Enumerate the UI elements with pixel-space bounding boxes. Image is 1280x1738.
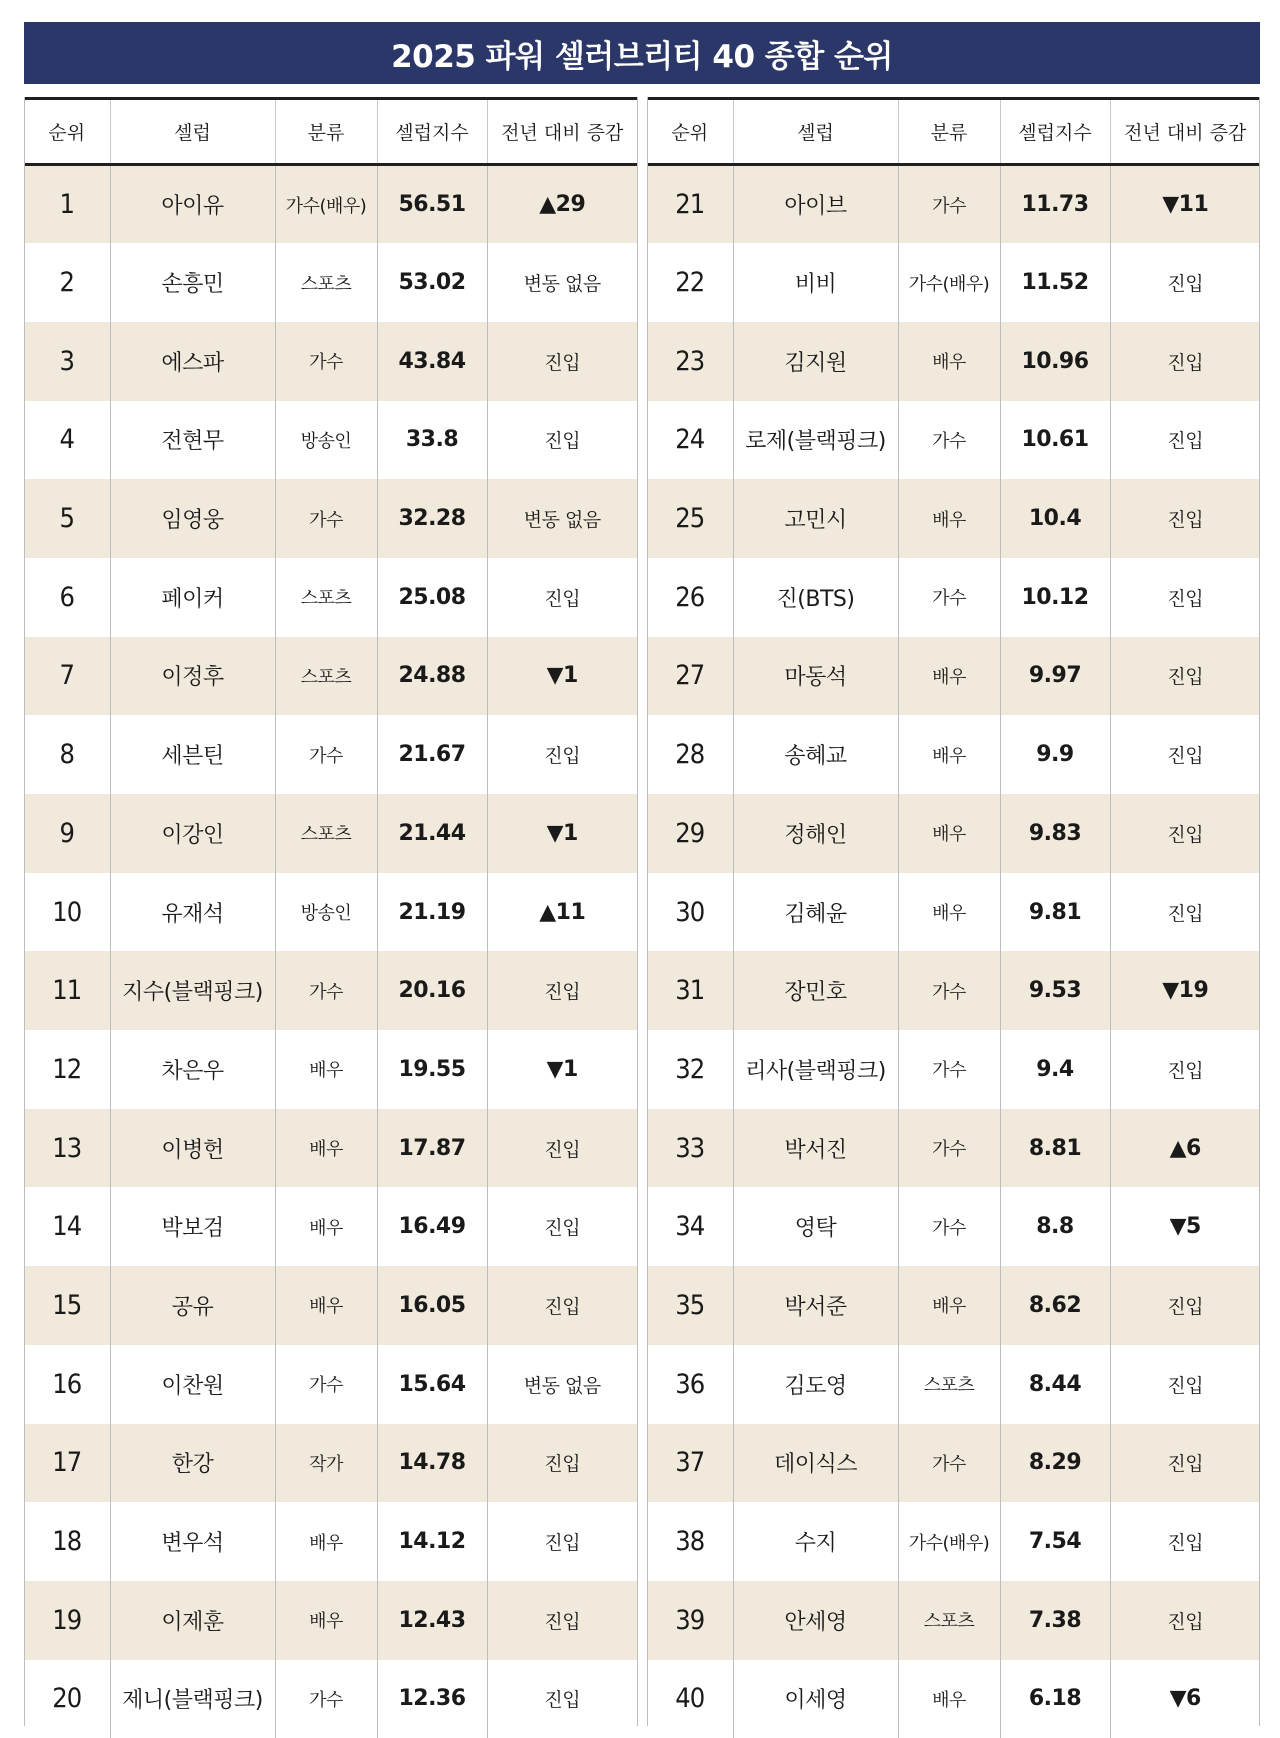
cell-rank: 31 (675, 975, 705, 1007)
cell-category: 배우 (898, 479, 1000, 558)
cell-rank: 27 (675, 660, 705, 692)
cell-rank: 20 (52, 1683, 82, 1715)
cell-category: 가수(배우) (898, 243, 1000, 322)
table-row (24, 1030, 637, 1109)
table-border (647, 97, 648, 1726)
table-row (24, 558, 637, 637)
header-category: 분류 (275, 99, 377, 165)
header-celeb: 셀럽 (733, 99, 898, 165)
cell-category: 배우 (898, 715, 1000, 794)
cell-rank: 19 (52, 1604, 82, 1636)
cell-score: 15.64 (377, 1345, 487, 1424)
cell-category: 배우 (898, 873, 1000, 952)
cell-celeb: 페이커 (110, 558, 275, 637)
cell-score: 8.29 (1000, 1424, 1110, 1503)
cell-category: 배우 (275, 1030, 377, 1109)
cell-category: 가수 (898, 1030, 1000, 1109)
cell-score: 14.78 (377, 1424, 487, 1503)
cell-change: 진입 (487, 715, 637, 794)
cell-score: 21.44 (377, 794, 487, 873)
table-row (24, 794, 637, 873)
cell-celeb: 마동석 (733, 637, 898, 716)
cell-change: 진입 (487, 1581, 637, 1660)
ranking-table-left (24, 97, 637, 1738)
cell-change: 변동 없음 (487, 479, 637, 558)
cell-change: 진입 (487, 1187, 637, 1266)
cell-score: 16.49 (377, 1187, 487, 1266)
cell-category: 가수 (275, 951, 377, 1030)
cell-score: 9.53 (1000, 951, 1110, 1030)
cell-change: ▼1 (487, 1030, 637, 1109)
table-row (647, 479, 1260, 558)
cell-celeb: 데이식스 (733, 1424, 898, 1503)
cell-score: 56.51 (377, 165, 487, 244)
cell-score: 20.16 (377, 951, 487, 1030)
page-title: 2025 파워 셀러브리티 40 종합 순위 (24, 22, 1260, 84)
cell-score: 7.54 (1000, 1502, 1110, 1581)
cell-celeb: 공유 (110, 1266, 275, 1345)
cell-score: 6.18 (1000, 1660, 1110, 1738)
cell-score: 9.4 (1000, 1030, 1110, 1109)
cell-celeb: 로제(블랙핑크) (733, 401, 898, 480)
cell-celeb: 변우석 (110, 1502, 275, 1581)
table-row (647, 243, 1260, 322)
table-row (647, 1109, 1260, 1188)
table-row (24, 401, 637, 480)
cell-score: 8.81 (1000, 1109, 1110, 1188)
cell-score: 32.28 (377, 479, 487, 558)
cell-score: 16.05 (377, 1266, 487, 1345)
table-row (647, 558, 1260, 637)
cell-change: 진입 (1110, 1030, 1260, 1109)
cell-category: 배우 (275, 1266, 377, 1345)
cell-rank: 18 (52, 1526, 82, 1558)
cell-rank: 8 (59, 739, 74, 771)
cell-score: 10.61 (1000, 401, 1110, 480)
cell-score: 7.38 (1000, 1581, 1110, 1660)
cell-rank: 7 (59, 660, 74, 692)
cell-rank: 32 (675, 1053, 705, 1085)
table-row (24, 951, 637, 1030)
cell-change: ▼19 (1110, 951, 1260, 1030)
cell-rank: 36 (675, 1368, 705, 1400)
cell-rank: 34 (675, 1211, 705, 1243)
cell-celeb: 세븐틴 (110, 715, 275, 794)
cell-change: 진입 (1110, 479, 1260, 558)
cell-category: 스포츠 (275, 243, 377, 322)
table-row (24, 1502, 637, 1581)
cell-category: 스포츠 (275, 558, 377, 637)
table-header-row (647, 99, 1260, 165)
cell-score: 43.84 (377, 322, 487, 401)
cell-category: 스포츠 (275, 637, 377, 716)
cell-change: 진입 (1110, 637, 1260, 716)
cell-rank: 13 (52, 1132, 82, 1164)
cell-rank: 33 (675, 1132, 705, 1164)
cell-category: 배우 (275, 1187, 377, 1266)
cell-celeb: 정해인 (733, 794, 898, 873)
cell-celeb: 제니(블랙핑크) (110, 1660, 275, 1738)
header-score: 셀럽지수 (1000, 99, 1110, 165)
cell-change: 변동 없음 (487, 243, 637, 322)
cell-category: 방송인 (275, 873, 377, 952)
cell-rank: 37 (675, 1447, 705, 1479)
cell-score: 9.83 (1000, 794, 1110, 873)
cell-change: 진입 (487, 401, 637, 480)
cell-category: 배우 (898, 637, 1000, 716)
table-row (24, 322, 637, 401)
cell-change: 진입 (1110, 715, 1260, 794)
cell-category: 가수 (898, 558, 1000, 637)
cell-change: 진입 (1110, 243, 1260, 322)
cell-celeb: 차은우 (110, 1030, 275, 1109)
cell-score: 8.44 (1000, 1345, 1110, 1424)
cell-rank: 30 (675, 896, 705, 928)
cell-rank: 40 (675, 1683, 705, 1715)
table-row (647, 1266, 1260, 1345)
cell-category: 가수 (275, 715, 377, 794)
cell-score: 53.02 (377, 243, 487, 322)
cell-category: 배우 (898, 1660, 1000, 1738)
cell-score: 33.8 (377, 401, 487, 480)
cell-category: 작가 (275, 1424, 377, 1503)
cell-rank: 3 (59, 345, 74, 377)
cell-rank: 39 (675, 1604, 705, 1636)
cell-score: 8.8 (1000, 1187, 1110, 1266)
table-row (24, 1187, 637, 1266)
cell-score: 12.36 (377, 1660, 487, 1738)
cell-celeb: 고민시 (733, 479, 898, 558)
cell-category: 가수 (898, 401, 1000, 480)
cell-score: 10.4 (1000, 479, 1110, 558)
cell-change: 진입 (487, 558, 637, 637)
cell-celeb: 영탁 (733, 1187, 898, 1266)
cell-change: 진입 (1110, 1266, 1260, 1345)
cell-change: ▼5 (1110, 1187, 1260, 1266)
cell-celeb: 이세영 (733, 1660, 898, 1738)
header-category: 분류 (898, 99, 1000, 165)
table-row (647, 322, 1260, 401)
cell-celeb: 비비 (733, 243, 898, 322)
cell-category: 배우 (275, 1581, 377, 1660)
cell-rank: 9 (59, 817, 74, 849)
cell-score: 9.81 (1000, 873, 1110, 952)
cell-rank: 22 (675, 267, 705, 299)
cell-celeb: 리사(블랙핑크) (733, 1030, 898, 1109)
table-row (24, 479, 637, 558)
cell-category: 가수 (898, 165, 1000, 244)
cell-rank: 25 (675, 503, 705, 535)
cell-rank: 23 (675, 345, 705, 377)
cell-change: 진입 (1110, 873, 1260, 952)
cell-celeb: 이찬원 (110, 1345, 275, 1424)
table-row (647, 1345, 1260, 1424)
cell-category: 배우 (275, 1109, 377, 1188)
cell-change: 진입 (487, 951, 637, 1030)
cell-celeb: 장민호 (733, 951, 898, 1030)
table-row (647, 715, 1260, 794)
cell-rank: 12 (52, 1053, 82, 1085)
cell-change: 진입 (1110, 558, 1260, 637)
cell-category: 가수 (275, 1345, 377, 1424)
table-header-row (24, 99, 637, 165)
header-celeb: 셀럽 (110, 99, 275, 165)
cell-change: ▼1 (487, 794, 637, 873)
cell-celeb: 아이유 (110, 165, 275, 244)
cell-score: 21.67 (377, 715, 487, 794)
cell-celeb: 이정후 (110, 637, 275, 716)
cell-celeb: 이병헌 (110, 1109, 275, 1188)
table-row (24, 1581, 637, 1660)
cell-score: 9.9 (1000, 715, 1110, 794)
table-border (1259, 97, 1260, 1726)
table-border (24, 97, 25, 1726)
cell-celeb: 박서준 (733, 1266, 898, 1345)
cell-category: 가수 (898, 1424, 1000, 1503)
cell-change: 진입 (1110, 1424, 1260, 1503)
cell-rank: 28 (675, 739, 705, 771)
cell-celeb: 김도영 (733, 1345, 898, 1424)
header-score: 셀럽지수 (377, 99, 487, 165)
table-row (24, 1266, 637, 1345)
cell-score: 14.12 (377, 1502, 487, 1581)
cell-change: ▼11 (1110, 165, 1260, 244)
cell-score: 21.19 (377, 873, 487, 952)
cell-change: 진입 (1110, 1345, 1260, 1424)
cell-rank: 14 (52, 1211, 82, 1243)
cell-rank: 6 (59, 581, 74, 613)
cell-celeb: 진(BTS) (733, 558, 898, 637)
cell-rank: 35 (675, 1289, 705, 1321)
cell-change: 진입 (487, 1502, 637, 1581)
cell-score: 8.62 (1000, 1266, 1110, 1345)
cell-rank: 4 (59, 424, 74, 456)
table-row (647, 951, 1260, 1030)
header-rank: 순위 (24, 99, 110, 165)
table-row (647, 873, 1260, 952)
cell-celeb: 이제훈 (110, 1581, 275, 1660)
cell-rank: 1 (59, 189, 74, 221)
cell-change: 진입 (487, 1109, 637, 1188)
cell-celeb: 송혜교 (733, 715, 898, 794)
cell-change: ▼1 (487, 637, 637, 716)
table-row (647, 1030, 1260, 1109)
cell-celeb: 유재석 (110, 873, 275, 952)
cell-rank: 11 (52, 975, 82, 1007)
cell-category: 스포츠 (898, 1345, 1000, 1424)
cell-change: 진입 (487, 322, 637, 401)
cell-celeb: 이강인 (110, 794, 275, 873)
cell-score: 24.88 (377, 637, 487, 716)
cell-change: 진입 (1110, 401, 1260, 480)
cell-score: 17.87 (377, 1109, 487, 1188)
cell-score: 9.97 (1000, 637, 1110, 716)
cell-rank: 21 (675, 189, 705, 221)
cell-category: 배우 (275, 1502, 377, 1581)
cell-celeb: 손흥민 (110, 243, 275, 322)
cell-change: ▲29 (487, 165, 637, 244)
cell-category: 가수 (275, 479, 377, 558)
cell-rank: 17 (52, 1447, 82, 1479)
cell-change: ▲6 (1110, 1109, 1260, 1188)
cell-rank: 5 (59, 503, 74, 535)
cell-category: 배우 (898, 322, 1000, 401)
cell-category: 스포츠 (898, 1581, 1000, 1660)
cell-change: 진입 (1110, 1581, 1260, 1660)
header-rank: 순위 (647, 99, 733, 165)
table-row (647, 165, 1260, 244)
table-row (647, 401, 1260, 480)
cell-rank: 15 (52, 1289, 82, 1321)
table-border (637, 97, 638, 1726)
cell-category: 가수 (275, 322, 377, 401)
cell-category: 가수 (275, 1660, 377, 1738)
cell-celeb: 안세영 (733, 1581, 898, 1660)
cell-score: 11.52 (1000, 243, 1110, 322)
cell-rank: 16 (52, 1368, 82, 1400)
table-row (24, 873, 637, 952)
cell-change: ▲11 (487, 873, 637, 952)
table-row (647, 1187, 1260, 1266)
table-row (647, 794, 1260, 873)
cell-celeb: 수지 (733, 1502, 898, 1581)
table-row (647, 1424, 1260, 1503)
header-change: 전년 대비 증감 (1110, 99, 1260, 165)
cell-category: 스포츠 (275, 794, 377, 873)
table-row (647, 1581, 1260, 1660)
cell-celeb: 에스파 (110, 322, 275, 401)
cell-category: 가수 (898, 951, 1000, 1030)
cell-rank: 38 (675, 1526, 705, 1558)
cell-celeb: 한강 (110, 1424, 275, 1503)
ranking-table-right (647, 97, 1260, 1738)
cell-category: 배우 (898, 1266, 1000, 1345)
table-row (24, 165, 637, 244)
cell-change: 진입 (487, 1660, 637, 1738)
cell-score: 12.43 (377, 1581, 487, 1660)
table-row (647, 1502, 1260, 1581)
cell-rank: 10 (52, 896, 82, 928)
table-row (24, 1660, 637, 1738)
cell-change: 진입 (1110, 1502, 1260, 1581)
header-change: 전년 대비 증감 (487, 99, 637, 165)
cell-score: 19.55 (377, 1030, 487, 1109)
cell-score: 11.73 (1000, 165, 1110, 244)
cell-change: 변동 없음 (487, 1345, 637, 1424)
cell-category: 방송인 (275, 401, 377, 480)
cell-celeb: 박서진 (733, 1109, 898, 1188)
cell-rank: 29 (675, 817, 705, 849)
table-row (647, 637, 1260, 716)
cell-celeb: 김지원 (733, 322, 898, 401)
table-row (24, 1424, 637, 1503)
cell-change: ▼6 (1110, 1660, 1260, 1738)
table-row (647, 1660, 1260, 1738)
cell-category: 가수(배우) (898, 1502, 1000, 1581)
cell-rank: 26 (675, 581, 705, 613)
cell-category: 배우 (898, 794, 1000, 873)
table-row (24, 1109, 637, 1188)
table-row (24, 243, 637, 322)
cell-celeb: 아이브 (733, 165, 898, 244)
cell-change: 진입 (1110, 794, 1260, 873)
cell-category: 가수 (898, 1187, 1000, 1266)
table-row (24, 1345, 637, 1424)
cell-score: 10.96 (1000, 322, 1110, 401)
cell-celeb: 박보검 (110, 1187, 275, 1266)
cell-celeb: 임영웅 (110, 479, 275, 558)
cell-score: 10.12 (1000, 558, 1110, 637)
cell-rank: 2 (59, 267, 74, 299)
cell-rank: 24 (675, 424, 705, 456)
cell-category: 가수(배우) (275, 165, 377, 244)
cell-score: 25.08 (377, 558, 487, 637)
cell-change: 진입 (1110, 322, 1260, 401)
table-row (24, 637, 637, 716)
cell-change: 진입 (487, 1424, 637, 1503)
table-row (24, 715, 637, 794)
cell-change: 진입 (487, 1266, 637, 1345)
cell-celeb: 지수(블랙핑크) (110, 951, 275, 1030)
cell-category: 가수 (898, 1109, 1000, 1188)
cell-celeb: 김혜윤 (733, 873, 898, 952)
cell-celeb: 전현무 (110, 401, 275, 480)
